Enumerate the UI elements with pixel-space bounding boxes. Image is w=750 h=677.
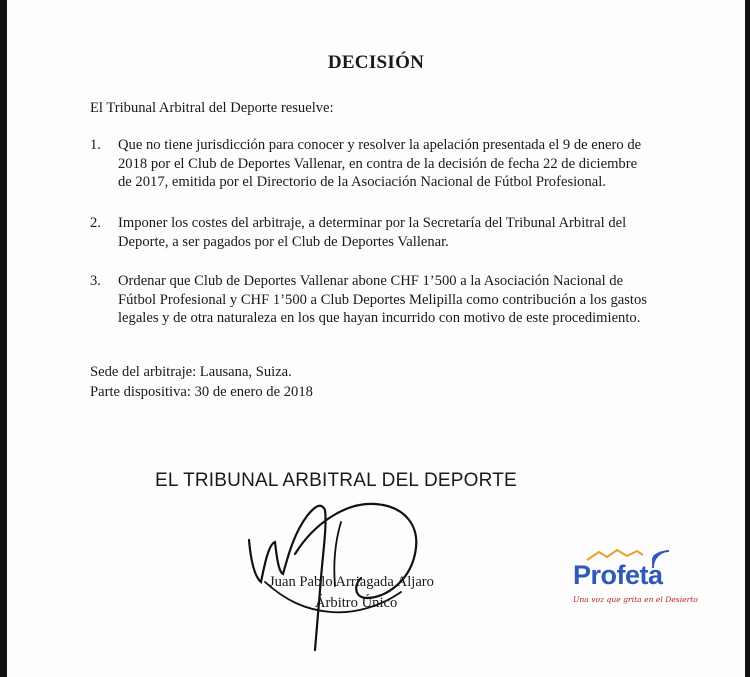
signer-name: Juan Pablo Arriagada Aljaro: [269, 574, 434, 590]
item-text: [118, 272, 678, 328]
logo-wordmark: Profeta: [573, 560, 663, 590]
item-number: 1.: [90, 137, 101, 153]
intro-text: El Tribunal Arbitral del Deporte resuelve:: [90, 100, 334, 116]
tribunal-name: EL TRIBUNAL ARBITRAL DEL DEPORTE: [155, 470, 517, 491]
operative-date: Parte dispositiva: 30 de enero de 2018: [90, 384, 313, 400]
handwritten-signature: [235, 482, 435, 662]
item-text: [118, 214, 678, 251]
item-line: Deporte, a ser pagados por el Club de Deportes Vallenar.: [118, 233, 449, 250]
scan-edge-right: [745, 0, 750, 677]
item-line: Imponer los costes del arbitraje, a determinar por la Secretaría del Tribunal Arbitral del: [118, 215, 627, 231]
arbitration-seat: Sede del arbitraje: Lausana, Suiza.: [90, 364, 292, 380]
item-line: Ordenar que Club de Deportes Vallenar abone CHF 1’500 a la Asociación Nacional de: [118, 273, 624, 289]
document-page: [7, 0, 745, 677]
item-number: 2.: [90, 215, 101, 231]
document-title: DECISIÓN: [327, 52, 425, 73]
signer-role: Árbitro Único: [315, 595, 398, 611]
profeta-logo: [569, 548, 698, 610]
logo-tagline: Una voz que grita en el Desierto: [573, 595, 698, 604]
item-line: legales y de otra naturaleza en los que hayan incurrido con motivo de este procedimiento.: [118, 310, 641, 326]
item-line: Que no tiene jurisdicción para conocer y resolver la apelación presentada el 9 de enero de: [118, 137, 642, 153]
item-number: 3.: [90, 273, 101, 289]
item-line: Fútbol Profesional y CHF 1’500 a Club Deportes Melipilla como contribución a los gastos: [118, 291, 647, 308]
scan-edge-left: [0, 0, 7, 677]
item-line: de 2017, emitida por el Directorio de la Asociación Nacional de Fútbol Profesional.: [118, 174, 606, 190]
item-text: [118, 136, 678, 192]
item-line: 2018 por el Club de Deportes Vallenar, en contra de la decisión de fecha 22 de diciembre: [118, 155, 638, 172]
